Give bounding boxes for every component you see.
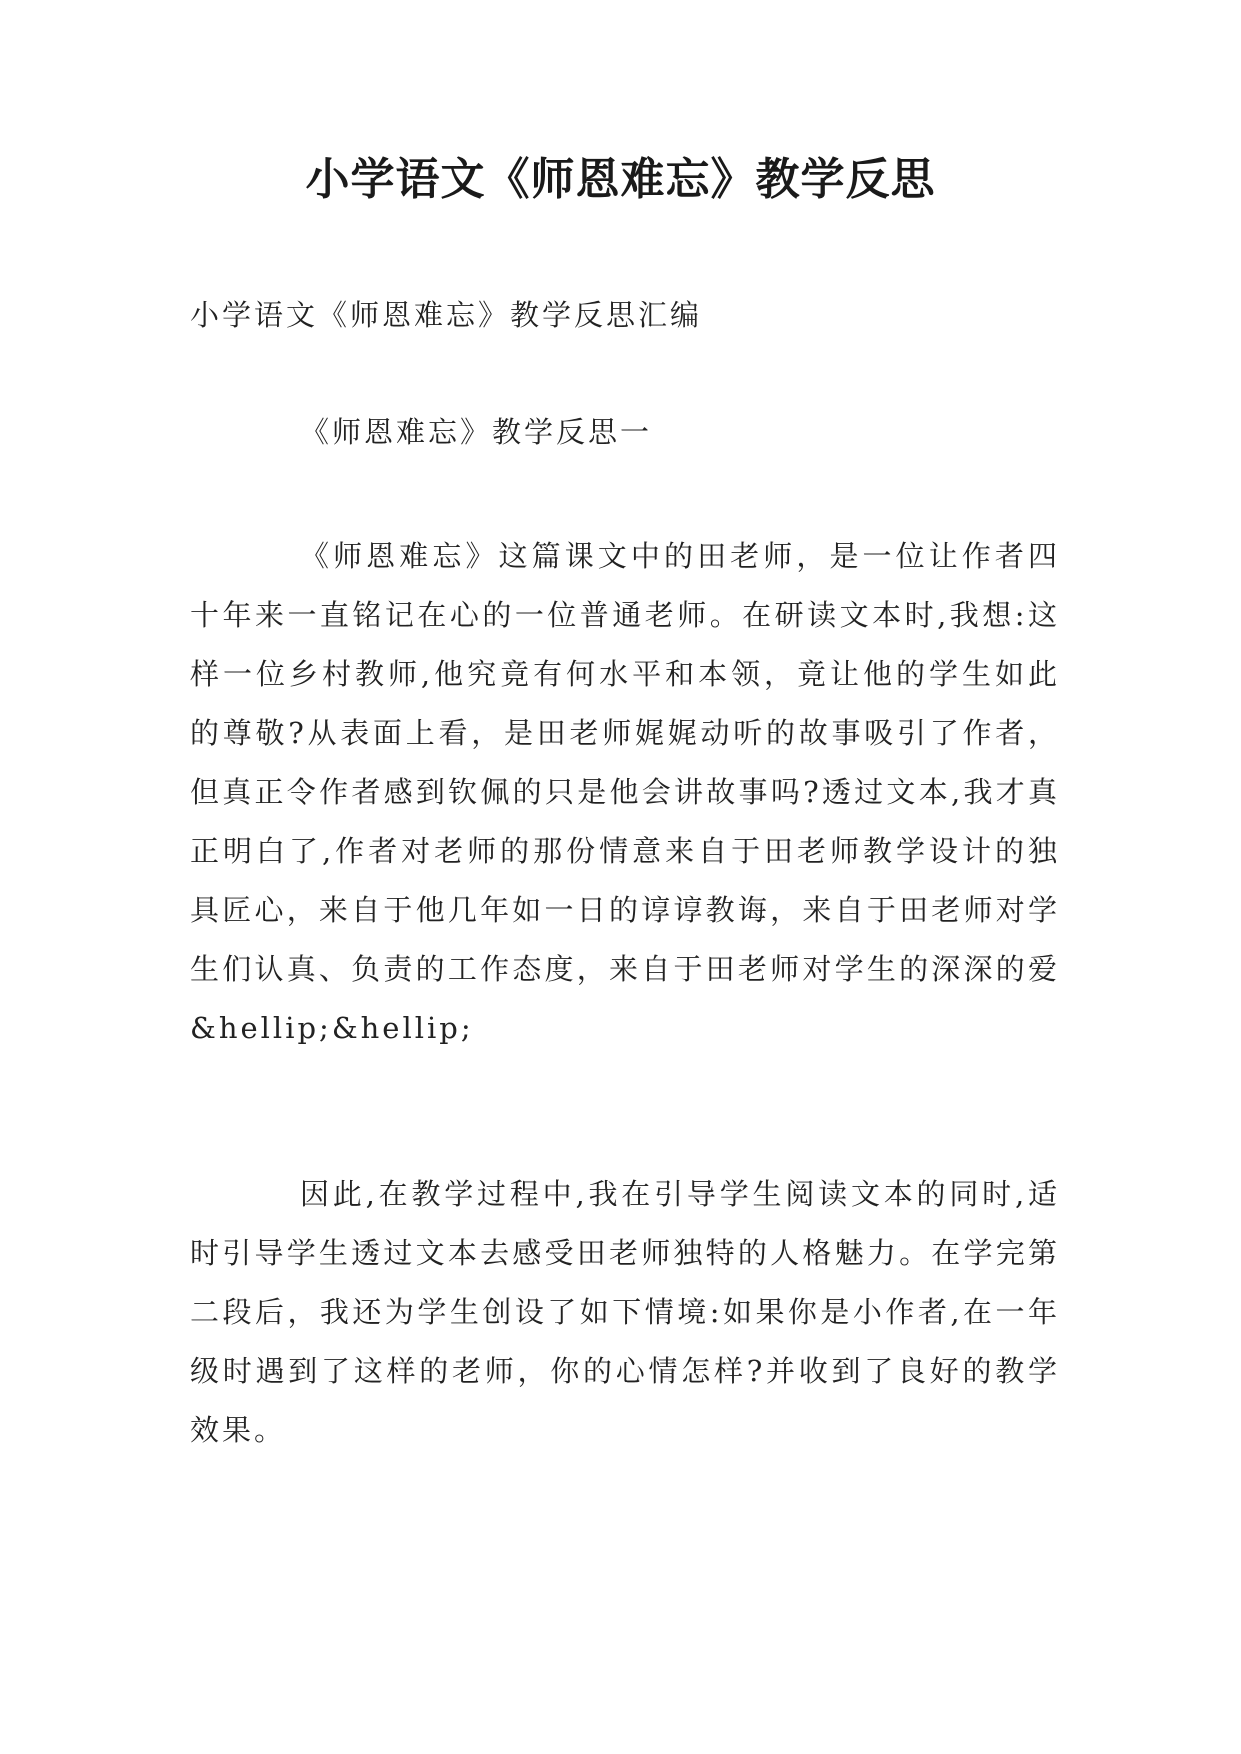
paragraph-1: 《师恩难忘》这篇课文中的田老师，是一位让作者四十年来一直铭记在心的一位普通老师。在研读文本时,我想:这样一位乡村教师,他究竟有何水平和本领，竟让他的学生如此的尊敬?从表面上看，是田老师娓娓动听的故事吸引了作者，但真正令作者感到钦佩的只是他会讲故事吗?透过文本,我才真正明白了,作者对老师的那份情意来自于田老师教学设计的独具匠心，来自于他几年如一日的谆谆教诲，来自于田老师对学生们认真、负责的工作态度，来自于田老师对学生的深深的爱&hellip;&hellip; (190, 539, 1060, 1045)
paragraph-2: 因此,在教学过程中,我在引导学生阅读文本的同时,适时引导学生透过文本去感受田老师独特的人格魅力。在学完第二段后，我还为学生创设了如下情境:如果你是小作者,在一年级时遇到了这样的老师，你的心情怎样?并收到了良好的教学效果。 (190, 1177, 1060, 1447)
document-title: 小学语文《师恩难忘》教学反思 (305, 154, 936, 205)
section-heading: 《师恩难忘》教学反思一 (300, 415, 653, 449)
document-subtitle: 小学语文《师恩难忘》教学反思汇编 (190, 298, 703, 332)
